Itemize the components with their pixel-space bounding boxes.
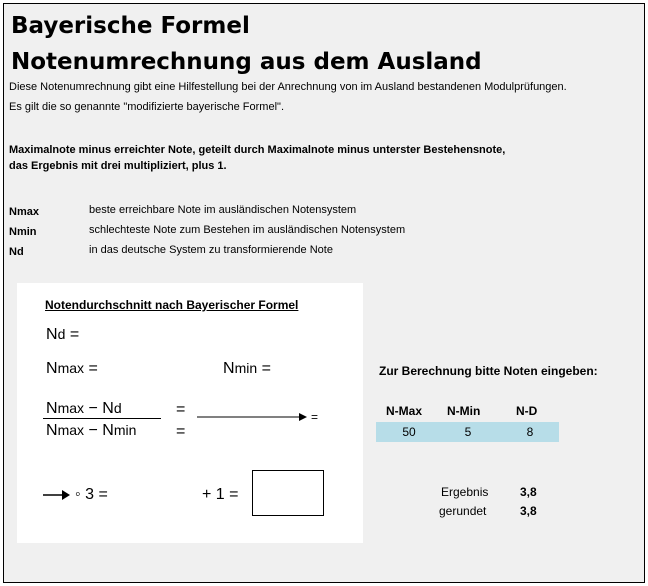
def-value-nmax: beste erreichbare Note im ausländischen Notensystem <box>89 204 357 216</box>
input-n-min[interactable]: 5 <box>464 425 472 439</box>
def-value-nmin: schlechteste Note zum Bestehen im ausländischen Notensystem <box>89 224 406 236</box>
equals-lower: = <box>176 423 186 440</box>
nd-label: Nd = <box>46 326 80 343</box>
def-key-nmin: Nmin <box>9 226 37 238</box>
def-key-nd: Nd <box>9 246 24 258</box>
input-row <box>376 422 559 442</box>
page-subtitle: Notenumrechnung aus dem Ausland <box>11 49 482 75</box>
result-box <box>252 470 324 516</box>
result-label: Ergebnis <box>441 485 489 499</box>
def-value-nd: in das deutsche System zu transformierende Note <box>89 244 333 256</box>
result-value: 3,8 <box>520 485 537 499</box>
intro-line-1: Diese Notenumrechnung gibt eine Hilfestellung bei der Anrechnung von im Ausland bestandenen Modulprüfungen. <box>9 81 567 93</box>
input-n-max[interactable]: 50 <box>402 425 416 439</box>
plus-one: + 1 = <box>202 486 239 503</box>
formula-panel <box>17 283 363 543</box>
sheet-frame <box>3 3 645 583</box>
def-key-nmax: Nmax <box>9 206 39 218</box>
rounded-value: 3,8 <box>520 504 537 518</box>
fraction-numerator: Nmax − Nd <box>46 400 122 417</box>
header-n-max: N-Max <box>386 404 423 418</box>
arrow-right-icon <box>197 411 309 423</box>
input-prompt: Zur Berechnung bitte Noten eingeben: <box>379 364 598 378</box>
rule-line-1: Maximalnote minus erreichter Note, geteilt durch Maximalnote minus unterster Bestehensnote, <box>9 144 506 156</box>
rounded-label: gerundet <box>439 504 487 518</box>
header-n-min: N-Min <box>447 404 481 418</box>
equals-upper: = <box>176 401 186 418</box>
nmin-label: Nmin = <box>223 360 271 377</box>
rule-line-2: das Ergebnis mit drei multipliziert, plus 1. <box>9 160 227 172</box>
fraction-denominator: Nmax − Nmin <box>46 422 137 439</box>
nmax-label: Nmax = <box>46 360 98 377</box>
intro-line-2: Es gilt die so genannte "modifizierte bayerische Formel". <box>9 101 284 113</box>
fraction-bar <box>43 418 161 419</box>
arrow-right-small-icon <box>43 489 71 501</box>
formula-panel-title: Notendurchschnitt nach Bayerischer Formel <box>45 298 299 312</box>
equals-arrow: = <box>311 410 319 424</box>
page-title: Bayerische Formel <box>11 13 250 39</box>
times-three: ◦ 3 = <box>75 486 108 503</box>
input-n-d[interactable]: 8 <box>526 425 534 439</box>
header-n-d: N-D <box>516 404 538 418</box>
